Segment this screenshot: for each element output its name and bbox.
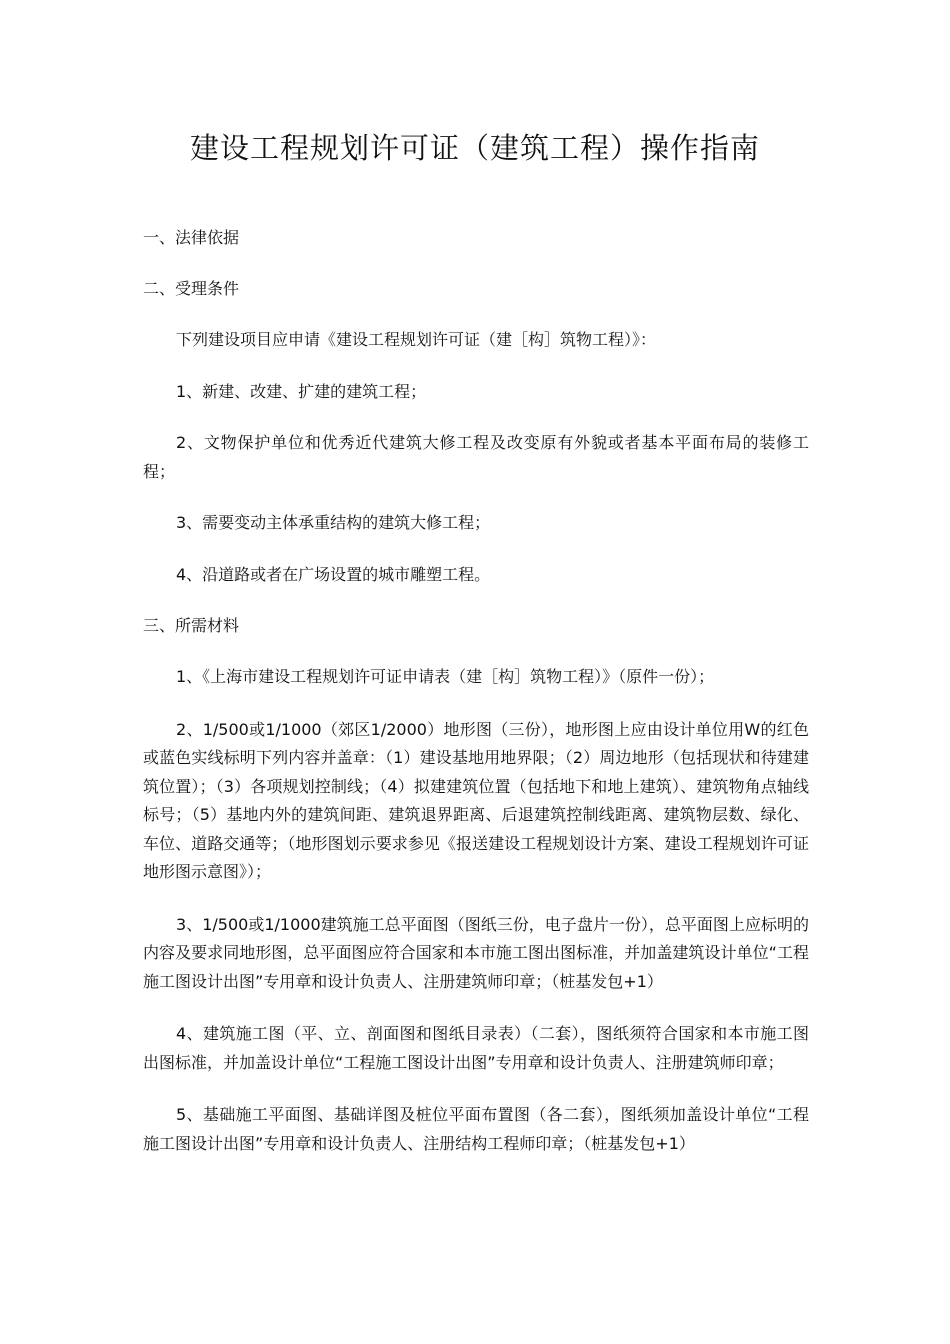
document-title: 建设工程规划许可证（建筑工程）操作指南 bbox=[189, 131, 760, 165]
condition-item: 1、新建、改建、扩建的建筑工程； bbox=[176, 381, 427, 401]
section-heading-legal-basis: 一、法律依据 bbox=[143, 228, 240, 247]
material-item: 3、1/500或1/1000建筑施工总平面图（图纸三份，电子盘片一份），总平面图上应标明的内容及要求同地形图，总平面图应符合国家和本市施工图出图标准，并加盖建筑设计单位“工程施工图设计出图”专用章和设计负责人、注册建筑师印章；（桩基发包+1） bbox=[143, 914, 809, 991]
material-item: 2、1/500或1/1000（郊区1/2000）地形图（三份），地形图上应由设计单位用W的红色或蓝色实线标明下列内容并盖章：（1）建设基地用地界限；（2）周边地形（包括现状和待建建筑位置）；（3）各项规划控制线；（4）拟建建筑位置（包括地下和地上建筑）、建筑物角点轴线标号；（5）基地内外的建筑间距、建筑退界距离、后退建筑控制线距离、建筑物层数、绿化、车位、道路交通等；（地形图划示要求参见《报送建设工程规划设计方案、建设工程规划许可证地形图示意图》）； bbox=[143, 719, 809, 881]
condition-item: 2、文物保护单位和优秀近代建筑大修工程及改变原有外貌或者基本平面布局的装修工程； bbox=[143, 433, 809, 481]
condition-item: 4、沿道路或者在广场设置的城市雕塑工程。 bbox=[176, 564, 491, 584]
material-item: 5、基础施工平面图、基础详图及桩位平面布置图（各二套），图纸须加盖设计单位“工程施工图设计出图”专用章和设计负责人、注册结构工程师印章；（桩基发包+1） bbox=[143, 1105, 809, 1153]
document-body bbox=[143, 224, 809, 1158]
material-item: 4、建筑施工图（平、立、剖面图和图纸目录表）（二套），图纸须符合国家和本市施工图出图标准，并加盖设计单位“工程施工图设计出图”专用章和设计负责人、注册建筑师印章； bbox=[143, 1024, 809, 1072]
section-heading-conditions: 二、受理条件 bbox=[143, 279, 240, 298]
section-heading-materials: 三、所需材料 bbox=[143, 616, 240, 635]
conditions-intro: 下列建设项目应申请《建设工程规划许可证（建［构］筑物工程）》： bbox=[176, 330, 657, 349]
condition-item: 3、需要变动主体承重结构的建筑大修工程； bbox=[176, 513, 491, 532]
material-item: 1、《上海市建设工程规划许可证申请表（建［构］筑物工程）》（原件一份）； bbox=[176, 667, 715, 686]
